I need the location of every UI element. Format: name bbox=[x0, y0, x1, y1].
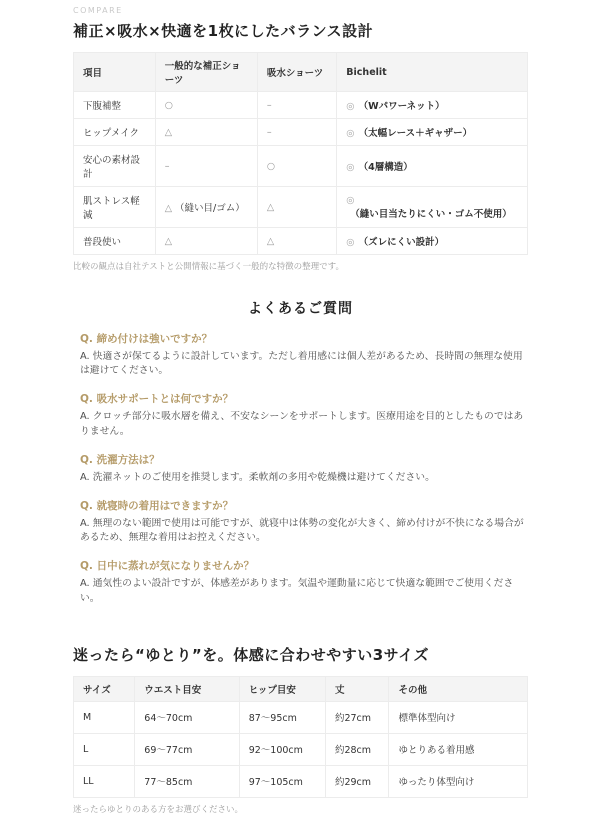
rating-note: （Wパワーネット） bbox=[358, 101, 445, 112]
rating-mark: – bbox=[266, 126, 272, 138]
faq-section bbox=[73, 298, 528, 606]
size-cell-length: 約28cm bbox=[325, 733, 389, 765]
faq-item bbox=[73, 452, 528, 485]
rating-mark: – bbox=[164, 160, 170, 172]
size-cell-size: M bbox=[74, 701, 135, 733]
rating-mark: ◎ bbox=[346, 194, 355, 206]
compare-row bbox=[74, 92, 528, 119]
compare-cell-absorbent bbox=[257, 228, 336, 255]
compare-disclaimer: 比較の観点は自社テストと公開情報に基づく一般的な特徴の整理です。 bbox=[73, 262, 344, 272]
size-cell-size: L bbox=[74, 733, 135, 765]
size-cell-hip: 97〜105cm bbox=[239, 765, 325, 797]
compare-cell-general bbox=[155, 146, 257, 187]
size-cell-hip: 87〜95cm bbox=[239, 701, 325, 733]
size-header-row bbox=[74, 676, 528, 701]
compare-cell-bichelit bbox=[337, 146, 528, 187]
compare-col-absorbent: 吸水ショーツ bbox=[257, 53, 336, 92]
size-cell-length: 約29cm bbox=[325, 765, 389, 797]
size-cell-other: ゆったり体型向け bbox=[389, 765, 528, 797]
rating-note: （ズレにくい設計） bbox=[358, 237, 445, 248]
content-column bbox=[73, 0, 528, 815]
faq-item bbox=[73, 391, 528, 438]
faq-heading: よくあるご質問 bbox=[248, 301, 353, 317]
compare-table bbox=[73, 52, 528, 255]
compare-cell-general bbox=[155, 119, 257, 146]
compare-header-row bbox=[74, 53, 528, 92]
faq-question: Q. 締め付けは強いですか？ bbox=[80, 333, 213, 345]
size-row bbox=[74, 701, 528, 733]
size-cell-size: LL bbox=[74, 765, 135, 797]
compare-row bbox=[74, 146, 528, 187]
rating-mark: ◎ bbox=[346, 101, 355, 112]
size-table bbox=[73, 676, 528, 798]
faq-question: Q. 吸水サポートとは何ですか？ bbox=[80, 393, 234, 406]
compare-cell-absorbent bbox=[257, 92, 336, 119]
compare-eyebrow: COMPARE bbox=[73, 6, 123, 15]
compare-cell-general bbox=[155, 187, 257, 228]
rating-mark: ◎ bbox=[346, 128, 355, 139]
rating-mark: △ bbox=[164, 203, 173, 214]
rating-mark: ◎ bbox=[346, 162, 355, 173]
compare-title: 補正×吸水×快適を1枚にしたバランス設計 bbox=[73, 22, 374, 40]
rating-mark: △ bbox=[266, 235, 275, 247]
rating-mark: ◎ bbox=[346, 237, 355, 248]
compare-col-item: 項目 bbox=[74, 53, 156, 92]
rating-mark: △ bbox=[266, 201, 275, 213]
rating-mark: ○ bbox=[164, 99, 174, 111]
faq-question: Q. 就寝時の着用はできますか？ bbox=[80, 500, 234, 513]
compare-cell-absorbent bbox=[257, 187, 336, 228]
compare-col-bichelit: Bichelit bbox=[337, 53, 528, 92]
size-row bbox=[74, 765, 528, 797]
rating-note: （4層構造） bbox=[358, 162, 413, 173]
compare-cell-bichelit bbox=[337, 228, 528, 255]
compare-cell-absorbent bbox=[257, 146, 336, 187]
size-title: 迷ったら“ゆとり”を。体感に合わせやすい3サイズ bbox=[73, 645, 429, 664]
compare-row bbox=[74, 119, 528, 146]
size-cell-length: 約27cm bbox=[325, 701, 389, 733]
compare-item-label: ヒップメイク bbox=[74, 119, 156, 146]
rating-note: （縫い目当たりにくい・ゴム不使用） bbox=[350, 208, 512, 220]
rating-mark: △ bbox=[164, 235, 173, 247]
rating-note: （太幅レース＋ギャザー） bbox=[358, 128, 473, 139]
rating-mark: △ bbox=[164, 126, 173, 138]
size-col-size: サイズ bbox=[74, 676, 135, 701]
size-col-other: その他 bbox=[389, 676, 528, 701]
compare-item-label: 普段使い bbox=[74, 228, 156, 255]
faq-item bbox=[73, 498, 528, 545]
rating-note: （縫い目/ゴム） bbox=[175, 203, 245, 214]
faq-answer: A. 無理のない範囲で使用は可能ですが、就寝中は体勢の変化が大きく、締め付けが不快になる場合があるため、無理な着用はお控えください。 bbox=[80, 518, 524, 544]
faq-question: Q. 日中に蒸れが気になりませんか？ bbox=[80, 560, 255, 573]
compare-cell-bichelit bbox=[337, 119, 528, 146]
size-note: 迷ったらゆとりのある方をお選びください。 bbox=[73, 804, 244, 815]
faq-item bbox=[73, 331, 528, 378]
size-cell-waist: 77〜85cm bbox=[135, 765, 239, 797]
size-col-hip: ヒップ目安 bbox=[239, 676, 325, 701]
size-col-length: 丈 bbox=[325, 676, 389, 701]
compare-col-general: 一般的な補正ショーツ bbox=[155, 53, 257, 92]
faq-item bbox=[73, 558, 528, 605]
faq-question: Q. 洗濯方法は？ bbox=[80, 453, 160, 466]
size-cell-other: ゆとりある着用感 bbox=[389, 733, 528, 765]
faq-answer: A. 通気性のよい設計ですが、体感差があります。気温や運動量に応じて快適な範囲でご使用ください。 bbox=[80, 578, 514, 604]
faq-answer: A. 快適さが保てるように設計しています。ただし着用感には個人差があるため、長時間の無理な使用は避けてください。 bbox=[80, 351, 523, 377]
faq-answer: A. クロッチ部分に吸水層を備え、不安なシーンをサポートします。医療用途を目的としたものではありません。 bbox=[80, 411, 524, 437]
compare-cell-absorbent bbox=[257, 119, 336, 146]
compare-item-label: 肌ストレス軽減 bbox=[74, 187, 156, 228]
compare-cell-bichelit bbox=[337, 92, 528, 119]
size-cell-waist: 64〜70cm bbox=[135, 701, 239, 733]
compare-row bbox=[74, 187, 528, 228]
size-col-waist: ウエスト目安 bbox=[135, 676, 239, 701]
size-cell-hip: 92〜100cm bbox=[239, 733, 325, 765]
faq-answer: A. 洗濯ネットのご使用を推奨します。柔軟剤の多用や乾燥機は避けてください。 bbox=[80, 471, 435, 483]
rating-mark: – bbox=[266, 99, 272, 111]
compare-section bbox=[73, 6, 528, 272]
compare-cell-bichelit bbox=[337, 187, 528, 228]
compare-cell-general bbox=[155, 92, 257, 119]
size-row bbox=[74, 733, 528, 765]
rating-mark: ○ bbox=[266, 160, 276, 172]
size-cell-other: 標準体型向け bbox=[389, 701, 528, 733]
size-section bbox=[73, 644, 528, 815]
compare-row bbox=[74, 228, 528, 255]
size-cell-waist: 69〜77cm bbox=[135, 733, 239, 765]
compare-item-label: 下腹補整 bbox=[74, 92, 156, 119]
compare-cell-general bbox=[155, 228, 257, 255]
compare-item-label: 安心の素材設計 bbox=[74, 146, 156, 187]
